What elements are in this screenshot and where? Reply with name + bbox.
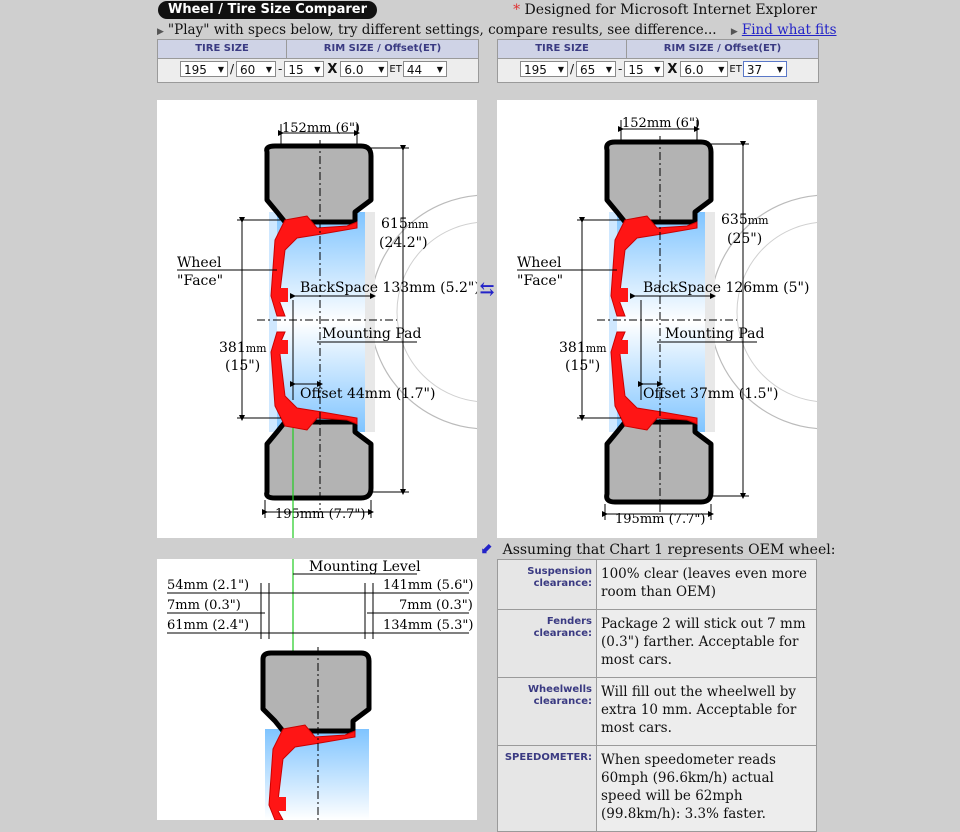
selector-panel-2 — [497, 39, 819, 83]
x-sep: X — [667, 61, 678, 77]
top-width-label: 152mm (6") — [282, 121, 360, 136]
wheel-chart-2 — [497, 100, 817, 538]
overlay-diagram — [157, 559, 477, 820]
right-clearance-1: 141mm (5.6") — [383, 578, 474, 593]
tire-width-select-2[interactable]: 195 ▼ — [520, 61, 568, 77]
rim-size-header: RIM SIZE / Offset(ET) — [323, 43, 442, 54]
link-arrow-icon: ▶ — [730, 27, 738, 37]
speedometer-value: When speedometer reads 60mph (96.6km/h) actual speed will be 62mph (99.8km/h): 3.3% faster. — [597, 746, 817, 832]
fenders-value: Package 2 will stick out 7 mm (0.3") farther. Acceptable for most cars. — [597, 610, 817, 678]
wheel-face-label-2: "Face" — [517, 273, 564, 289]
tire-size-header: TIRE SIZE — [158, 40, 287, 58]
overall-diameter-in: (25") — [727, 231, 763, 247]
tire-width-select-1[interactable]: 195 ▼ — [180, 61, 228, 77]
et-label: ET — [729, 63, 742, 75]
slash-sep: / — [230, 62, 235, 76]
wheel-diagram-1 — [157, 100, 477, 538]
right-clearance-2: 7mm (0.3") — [399, 598, 473, 613]
note-text: Designed for Microsoft Internet Explorer — [520, 2, 817, 18]
aspect-ratio-select-2[interactable]: 65 ▼ — [576, 61, 616, 77]
table-row — [498, 746, 817, 832]
wheel-diagram-2 — [497, 100, 817, 538]
rim-size-header: RIM SIZE / Offset(ET) — [663, 43, 782, 54]
app-title: Wheel / Tire Size Comparer — [158, 1, 377, 19]
intro-text: "Play" with specs below, try different settings, compare results, see difference... — [167, 22, 717, 38]
results-table — [497, 559, 817, 832]
offset-select-2[interactable]: 37 ▼ — [743, 61, 787, 77]
wheelwells-label: Wheelwells clearance: — [498, 678, 597, 746]
wheel-chart-1 — [157, 100, 477, 538]
rim-diameter-select-1[interactable]: 15 ▼ — [284, 61, 324, 77]
bottom-width-label: 195mm (7.7") — [275, 507, 366, 522]
rim-diameter-select-2[interactable]: 15 ▼ — [624, 61, 664, 77]
mounting-level-label: Mounting Level — [309, 559, 421, 575]
speedometer-label: SPEEDOMETER: — [498, 746, 597, 832]
rim-diameter-mm: 381mm — [219, 340, 267, 356]
assume-text: Assuming that Chart 1 represents OEM wheel: — [502, 542, 836, 558]
rim-diameter-mm: 381mm — [559, 340, 607, 356]
tire-size-header: TIRE SIZE — [498, 40, 627, 58]
table-row — [498, 560, 817, 610]
offset-select-1[interactable]: 44 ▼ — [403, 61, 447, 77]
suspension-value: 100% clear (leaves even more room than OEM) — [597, 560, 817, 610]
selector-panel-1 — [157, 39, 479, 83]
left-clearance-2: 7mm (0.3") — [167, 598, 241, 613]
note-star: * — [513, 2, 521, 18]
swap-icon[interactable]: ⇆ — [479, 279, 495, 300]
aspect-ratio-select-1[interactable]: 60 ▼ — [236, 61, 276, 77]
et-label: ET — [389, 63, 402, 75]
dash-sep: - — [278, 62, 283, 76]
mounting-pad-label: Mounting Pad — [322, 326, 422, 342]
overlay-chart — [157, 559, 477, 820]
assume-line — [480, 540, 835, 558]
wheel-face-label-2: "Face" — [177, 273, 224, 289]
rim-width-select-1[interactable]: 6.0 ▼ — [340, 61, 388, 77]
wheelwells-value: Will fill out the wheelwell by extra 10 mm. Acceptable for most cars. — [597, 678, 817, 746]
overall-diameter-in: (24.2") — [379, 235, 428, 251]
backspace-label: BackSpace 133mm (5.2") — [300, 280, 477, 296]
top-width-label: 152mm (6") — [622, 116, 700, 131]
find-what-fits-link[interactable]: Find what fits — [741, 22, 837, 38]
overall-diameter-mm: 615mm — [381, 216, 429, 232]
rim-diameter-in: (15") — [565, 358, 601, 374]
bullet-arrow-icon: ▶ — [157, 27, 164, 37]
wheel-face-label-1: Wheel — [517, 255, 562, 271]
browser-note — [513, 2, 817, 18]
x-sep: X — [327, 61, 338, 77]
diagonal-arrow-icon: ⬋ — [480, 540, 493, 558]
mounting-pad-label: Mounting Pad — [665, 326, 765, 342]
left-clearance-1: 54mm (2.1") — [167, 578, 250, 593]
bottom-width-label: 195mm (7.7") — [615, 512, 706, 527]
dash-sep: - — [618, 62, 623, 76]
right-clearance-3: 134mm (5.3") — [383, 618, 474, 633]
slash-sep: / — [570, 62, 575, 76]
offset-label: Offset 37mm (1.5") — [643, 386, 779, 402]
suspension-label: Suspension clearance: — [498, 560, 597, 610]
overall-diameter-mm: 635mm — [721, 212, 769, 228]
fenders-label: Fenders clearance: — [498, 610, 597, 678]
intro-line — [157, 22, 837, 38]
left-clearance-3: 61mm (2.4") — [167, 618, 250, 633]
wheel-face-label-1: Wheel — [177, 255, 222, 271]
backspace-label: BackSpace 126mm (5") — [643, 280, 810, 296]
table-row — [498, 610, 817, 678]
rim-diameter-in: (15") — [225, 358, 261, 374]
table-row — [498, 678, 817, 746]
offset-label: Offset 44mm (1.7") — [300, 386, 436, 402]
rim-width-select-2[interactable]: 6.0 ▼ — [680, 61, 728, 77]
